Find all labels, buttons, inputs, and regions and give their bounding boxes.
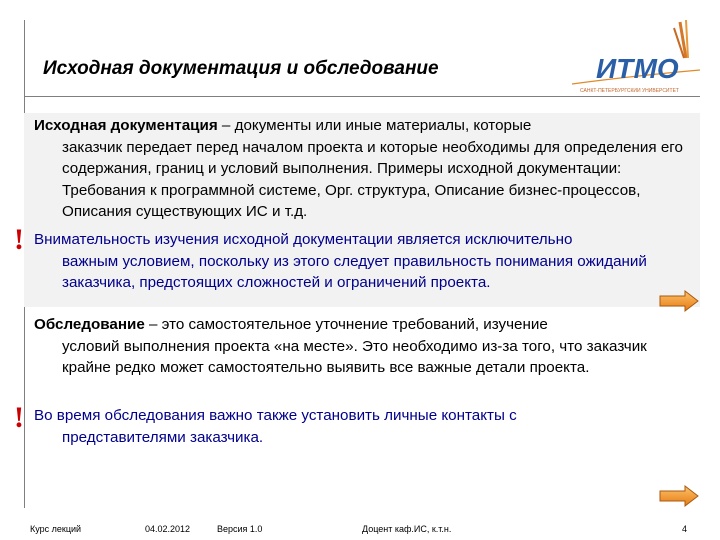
logo-subtitle: САНКТ-ПЕТЕРБУРГСКИЙ УНИВЕРСИТЕТ — [580, 88, 679, 94]
exclamation-icon: ! — [14, 401, 24, 434]
footer-author: Доцент каф.ИС, к.т.н. — [362, 524, 452, 534]
footer-version: Версия 1.0 — [217, 524, 263, 534]
next-arrow-icon[interactable] — [659, 485, 699, 507]
paragraph-attention — [34, 229, 694, 294]
paragraph-source-docs — [34, 115, 694, 223]
footer-page-number: 4 — [682, 524, 688, 534]
paragraph-contacts — [34, 405, 694, 448]
p1-rest: заказчик передает перед началом проекта и которые необходимы для определения его содержания, границ и условий выполнения. Примеры исходной документации: Требования к программной системе, Орг. структура, Описание бизнес-процессов, Описания существующих ИС и т.д. — [62, 138, 683, 220]
footer-course: Курс лекций — [30, 524, 82, 534]
p4-rest: представителями заказчика. — [62, 428, 264, 446]
title-divider — [24, 96, 700, 97]
logo-text: ИТМО — [596, 53, 679, 84]
exclamation-icon: ! — [14, 223, 24, 256]
p4-first-line: Во время обследования важно также установить личные контакты с — [34, 407, 517, 424]
p1-first-line-rest: – документы или иные материалы, которые — [217, 117, 532, 134]
term-survey: Обследование — [34, 316, 145, 333]
term-source-docs: Исходная документация — [34, 117, 218, 134]
p3-rest: условий выполнения проекта «на месте». Это необходимо из-за того, что заказчик крайне редко может самостоятельно выявить все важные детали проекта. — [62, 337, 647, 376]
p2-rest: важным условием, поскольку из этого следует правильность понимания ожиданий заказчика, предстоящих сложностей и ограничений проекта. — [62, 252, 647, 291]
footer-date: 04.02.2012 — [145, 524, 191, 534]
slide-title: Исходная документация и обследование — [43, 58, 439, 79]
next-arrow-icon[interactable] — [659, 290, 699, 312]
p2-first-line: Внимательность изучения исходной документации является исключительно — [34, 231, 573, 248]
paragraph-survey — [34, 314, 694, 379]
p3-first-line-rest: – это самостоятельное уточнение требований, изучение — [144, 316, 548, 333]
